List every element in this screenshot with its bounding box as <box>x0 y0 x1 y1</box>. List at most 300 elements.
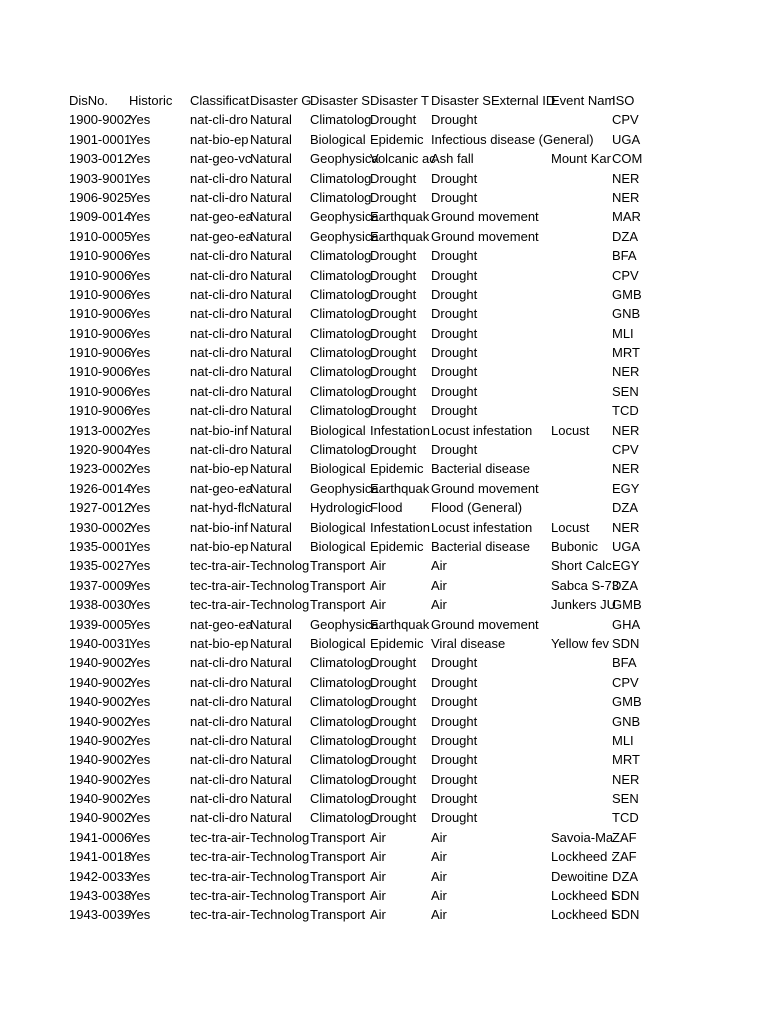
table-cell[interactable] <box>551 789 611 808</box>
table-cell[interactable]: nat-cli-dro <box>190 383 248 399</box>
table-cell[interactable]: Climatolog <box>310 791 372 807</box>
table-cell[interactable] <box>491 459 551 478</box>
table-cell[interactable]: Earthquak <box>370 616 430 632</box>
table-cell[interactable]: Natural <box>250 732 292 748</box>
table-cell[interactable]: MRT <box>612 345 640 361</box>
table-cell[interactable]: Technolog <box>250 888 310 904</box>
table-cell[interactable]: Drought <box>431 674 478 690</box>
table-cell[interactable]: nat-cli-dro <box>190 170 248 186</box>
table-cell[interactable]: Yes <box>129 849 151 865</box>
table-cell[interactable]: Transport <box>310 577 366 593</box>
table-cell[interactable]: Dewoitine <box>551 868 609 884</box>
table-cell[interactable] <box>551 401 611 420</box>
table-cell[interactable] <box>491 207 551 226</box>
table-cell[interactable]: Yes <box>129 325 151 341</box>
header-cell[interactable]: Disaster T <box>370 93 429 108</box>
table-cell[interactable]: Natural <box>250 713 292 729</box>
table-cell[interactable] <box>551 750 611 769</box>
table-cell[interactable] <box>551 692 611 711</box>
table-cell[interactable]: Drought <box>431 170 478 186</box>
table-cell[interactable]: Climatolog <box>310 345 372 361</box>
table-cell[interactable] <box>551 285 611 304</box>
table-cell[interactable]: CPV <box>612 267 639 283</box>
table-cell[interactable]: Air <box>370 888 386 904</box>
table-cell[interactable]: Climatolog <box>310 248 372 264</box>
table-cell[interactable]: Drought <box>370 752 417 768</box>
table-cell[interactable] <box>491 692 551 711</box>
table-cell[interactable]: Yes <box>129 170 151 186</box>
table-cell[interactable]: Drought <box>370 306 417 322</box>
table-cell[interactable]: Natural <box>250 286 292 302</box>
table-cell[interactable]: EGY <box>612 480 640 496</box>
table-cell[interactable]: Technolog <box>250 907 310 923</box>
table-cell[interactable]: SDN <box>612 635 640 651</box>
table-cell[interactable]: GMB <box>612 286 642 302</box>
header-cell[interactable]: Classificat <box>190 93 250 108</box>
table-cell[interactable]: Climatolog <box>310 170 372 186</box>
table-cell[interactable]: Biological <box>310 538 366 554</box>
table-cell[interactable]: Yes <box>129 791 151 807</box>
table-cell[interactable]: Natural <box>250 694 292 710</box>
table-cell[interactable]: Yes <box>129 189 151 205</box>
table-cell[interactable]: Drought <box>431 306 478 322</box>
table-cell[interactable] <box>491 227 551 246</box>
table-cell[interactable]: Geophysica <box>310 228 379 244</box>
table-cell[interactable]: Natural <box>250 771 292 787</box>
table-cell[interactable]: Climatolog <box>310 306 372 322</box>
table-cell[interactable]: Yes <box>129 810 151 826</box>
table-cell[interactable]: Yes <box>129 422 151 438</box>
table-cell[interactable]: Yes <box>129 461 151 477</box>
table-cell[interactable]: Yes <box>129 694 151 710</box>
table-cell[interactable]: Yes <box>129 674 151 690</box>
table-cell[interactable]: Drought <box>431 771 478 787</box>
table-cell[interactable]: Flood (General) <box>431 500 523 516</box>
table-cell[interactable]: Climatolog <box>310 403 372 419</box>
table-cell[interactable] <box>491 595 551 614</box>
table-cell[interactable]: MRT <box>612 752 640 768</box>
table-cell[interactable]: SDN <box>612 907 640 923</box>
table-cell[interactable]: Drought <box>370 248 417 264</box>
table-cell[interactable]: Drought <box>370 810 417 826</box>
table-cell[interactable]: Climatolog <box>310 713 372 729</box>
table-cell[interactable]: tec-tra-air- <box>190 868 250 884</box>
table-cell[interactable] <box>491 808 551 827</box>
table-cell[interactable]: Drought <box>431 189 478 205</box>
table-cell[interactable]: Yes <box>129 267 151 283</box>
table-cell[interactable]: Drought <box>431 732 478 748</box>
table-cell[interactable]: nat-cli-dro <box>190 364 248 380</box>
table-cell[interactable]: Yes <box>129 752 151 768</box>
table-cell[interactable]: 1939-0005 <box>69 616 132 632</box>
table-cell[interactable] <box>551 808 611 827</box>
table-cell[interactable] <box>551 731 611 750</box>
table-cell[interactable]: Natural <box>250 345 292 361</box>
table-cell[interactable]: Drought <box>431 383 478 399</box>
table-cell[interactable]: Natural <box>250 209 292 225</box>
table-cell[interactable] <box>491 149 551 168</box>
table-cell[interactable]: 1927-0012 <box>69 500 132 516</box>
table-cell[interactable]: EGY <box>612 558 640 574</box>
table-cell[interactable] <box>491 518 551 537</box>
table-cell[interactable]: Yes <box>129 383 151 399</box>
table-cell[interactable]: nat-cli-dro <box>190 810 248 826</box>
table-cell[interactable]: 1910-9006 <box>69 364 132 380</box>
table-cell[interactable]: GMB <box>612 694 642 710</box>
table-cell[interactable]: Drought <box>431 752 478 768</box>
table-cell[interactable]: nat-geo-vc <box>190 151 252 167</box>
table-cell[interactable]: Natural <box>250 151 292 167</box>
table-cell[interactable]: MAR <box>612 209 641 225</box>
table-cell[interactable]: Drought <box>370 325 417 341</box>
table-cell[interactable]: 1940-0031 <box>69 635 132 651</box>
table-cell[interactable]: ZAF <box>612 829 637 845</box>
table-cell[interactable]: TCD <box>612 403 639 419</box>
table-cell[interactable]: 1935-0001 <box>69 538 132 554</box>
table-cell[interactable]: Biological <box>310 519 366 535</box>
table-cell[interactable]: Yes <box>129 131 151 147</box>
table-cell[interactable] <box>551 770 611 789</box>
table-cell[interactable] <box>491 382 551 401</box>
table-cell[interactable] <box>551 266 611 285</box>
table-cell[interactable]: Ash fall <box>431 151 474 167</box>
table-cell[interactable]: Air <box>431 558 447 574</box>
table-cell[interactable]: Natural <box>250 383 292 399</box>
table-cell[interactable]: Bacterial disease <box>431 538 530 554</box>
table-cell[interactable]: BFA <box>612 655 637 671</box>
table-cell[interactable]: Climatolog <box>310 810 372 826</box>
table-cell[interactable]: Climatolog <box>310 286 372 302</box>
table-cell[interactable]: NER <box>612 519 640 535</box>
table-cell[interactable]: 1940-9002 <box>69 791 132 807</box>
table-cell[interactable]: Natural <box>250 791 292 807</box>
table-cell[interactable] <box>491 421 551 440</box>
table-cell[interactable] <box>491 169 551 188</box>
table-cell[interactable]: Yes <box>129 442 151 458</box>
table-cell[interactable]: NER <box>612 170 640 186</box>
table-cell[interactable]: Natural <box>250 325 292 341</box>
table-cell[interactable]: DZA <box>612 228 638 244</box>
table-cell[interactable]: Transport <box>310 829 366 845</box>
table-cell[interactable]: nat-cli-dro <box>190 306 248 322</box>
table-cell[interactable] <box>491 401 551 420</box>
table-cell[interactable] <box>551 479 611 498</box>
table-cell[interactable] <box>491 498 551 517</box>
table-cell[interactable]: Natural <box>250 131 292 147</box>
table-cell[interactable]: nat-cli-dro <box>190 345 248 361</box>
table-cell[interactable] <box>491 634 551 653</box>
table-cell[interactable]: Natural <box>250 500 292 516</box>
table-cell[interactable]: Air <box>370 849 386 865</box>
table-cell[interactable]: Natural <box>250 170 292 186</box>
table-cell[interactable]: NER <box>612 364 640 380</box>
table-cell[interactable] <box>491 653 551 672</box>
table-cell[interactable] <box>491 343 551 362</box>
table-cell[interactable]: nat-cli-dro <box>190 403 248 419</box>
table-cell[interactable]: Transport <box>310 849 366 865</box>
table-cell[interactable]: Natural <box>250 635 292 651</box>
table-cell[interactable]: nat-cli-dro <box>190 248 248 264</box>
table-cell[interactable]: nat-cli-dro <box>190 791 248 807</box>
table-cell[interactable]: MLI <box>612 732 634 748</box>
table-cell[interactable]: Yes <box>129 616 151 632</box>
table-cell[interactable] <box>491 905 551 924</box>
table-cell[interactable]: 1920-9004 <box>69 442 132 458</box>
table-cell[interactable]: Locust <box>551 422 590 438</box>
table-cell[interactable]: 1940-9002 <box>69 713 132 729</box>
table-cell[interactable]: Epidemic <box>370 131 424 147</box>
table-cell[interactable]: Climatolog <box>310 442 372 458</box>
table-cell[interactable]: Transport <box>310 907 366 923</box>
table-cell[interactable]: Air <box>370 577 386 593</box>
table-cell[interactable] <box>491 576 551 595</box>
table-cell[interactable]: 1910-9006 <box>69 325 132 341</box>
table-cell[interactable]: Natural <box>250 112 292 128</box>
table-cell[interactable]: Technolog <box>250 558 310 574</box>
table-cell[interactable]: Yes <box>129 364 151 380</box>
table-cell[interactable]: Mount Kar <box>551 151 611 167</box>
table-cell[interactable]: Climatolog <box>310 732 372 748</box>
table-cell[interactable]: Yes <box>129 538 151 554</box>
table-cell[interactable]: tec-tra-air- <box>190 577 250 593</box>
table-cell[interactable]: 1926-0014 <box>69 480 132 496</box>
table-cell[interactable]: 1940-9002 <box>69 674 132 690</box>
table-cell[interactable]: 1906-9025 <box>69 189 132 205</box>
table-cell[interactable]: Biological <box>310 635 366 651</box>
table-cell[interactable]: Drought <box>431 325 478 341</box>
table-cell[interactable]: Natural <box>250 442 292 458</box>
table-cell[interactable]: Ground movement <box>431 209 539 225</box>
table-cell[interactable]: Air <box>370 829 386 845</box>
table-cell[interactable] <box>491 615 551 634</box>
table-cell[interactable]: Earthquak <box>370 209 430 225</box>
table-cell[interactable]: Locust infestation <box>431 422 533 438</box>
table-cell[interactable]: Natural <box>250 403 292 419</box>
table-cell[interactable]: Climatolog <box>310 694 372 710</box>
table-cell[interactable]: Yes <box>129 558 151 574</box>
table-cell[interactable]: 1940-9002 <box>69 655 132 671</box>
table-cell[interactable]: Viral disease <box>431 635 506 651</box>
table-cell[interactable]: 1940-9002 <box>69 771 132 787</box>
table-cell[interactable]: Technolog <box>250 597 310 613</box>
table-cell[interactable]: Climatolog <box>310 325 372 341</box>
table-cell[interactable]: COM <box>612 151 643 167</box>
table-cell[interactable] <box>551 440 611 459</box>
table-cell[interactable]: 1940-9002 <box>69 732 132 748</box>
table-cell[interactable]: 1910-9006 <box>69 286 132 302</box>
table-cell[interactable]: Drought <box>431 112 478 128</box>
table-cell[interactable]: 1913-0002 <box>69 422 132 438</box>
table-cell[interactable]: Bubonic <box>551 538 598 554</box>
table-cell[interactable]: 1943-0038 <box>69 888 132 904</box>
table-cell[interactable]: nat-geo-ea <box>190 616 253 632</box>
table-cell[interactable]: Infestation <box>370 519 430 535</box>
table-cell[interactable] <box>491 285 551 304</box>
table-cell[interactable]: Drought <box>431 403 478 419</box>
table-cell[interactable] <box>551 130 611 149</box>
table-cell[interactable]: Climatolog <box>310 771 372 787</box>
table-cell[interactable]: Drought <box>370 791 417 807</box>
table-cell[interactable]: Volcanic ac <box>370 151 436 167</box>
table-cell[interactable]: TCD <box>612 810 639 826</box>
table-cell[interactable]: Climatolog <box>310 189 372 205</box>
table-cell[interactable] <box>551 459 611 478</box>
table-cell[interactable]: Geophysica <box>310 151 379 167</box>
table-cell[interactable]: Drought <box>370 442 417 458</box>
table-cell[interactable]: Ground movement <box>431 228 539 244</box>
table-cell[interactable]: Biological <box>310 131 366 147</box>
table-cell[interactable]: nat-bio-ep <box>190 635 249 651</box>
table-cell[interactable]: 1942-0033 <box>69 868 132 884</box>
table-cell[interactable]: tec-tra-air- <box>190 888 250 904</box>
table-cell[interactable]: ZAF <box>612 849 637 865</box>
table-cell[interactable]: Technolog <box>250 849 310 865</box>
table-cell[interactable]: Yes <box>129 597 151 613</box>
table-cell[interactable]: Yes <box>129 286 151 302</box>
header-cell[interactable]: Event Nam <box>551 93 616 108</box>
table-cell[interactable]: SEN <box>612 791 639 807</box>
table-cell[interactable]: Natural <box>250 752 292 768</box>
table-cell[interactable]: Yes <box>129 635 151 651</box>
table-cell[interactable] <box>551 498 611 517</box>
table-cell[interactable]: Transport <box>310 888 366 904</box>
table-cell[interactable]: Biological <box>310 461 366 477</box>
table-cell[interactable]: nat-bio-ep <box>190 131 249 147</box>
table-cell[interactable]: Locust <box>551 519 590 535</box>
table-cell[interactable]: nat-cli-dro <box>190 713 248 729</box>
table-cell[interactable]: Air <box>370 907 386 923</box>
table-cell[interactable] <box>551 246 611 265</box>
table-cell[interactable]: Air <box>431 829 447 845</box>
table-cell[interactable]: 1910-9006 <box>69 345 132 361</box>
table-cell[interactable] <box>551 324 611 343</box>
table-cell[interactable] <box>491 673 551 692</box>
header-cell[interactable]: DisNo. <box>69 93 109 108</box>
table-cell[interactable]: Climatolog <box>310 383 372 399</box>
table-cell[interactable] <box>491 556 551 575</box>
header-cell[interactable]: Disaster S <box>431 93 491 108</box>
table-cell[interactable]: Climatolog <box>310 752 372 768</box>
table-cell[interactable]: CPV <box>612 442 639 458</box>
table-cell[interactable] <box>491 537 551 556</box>
table-cell[interactable]: nat-cli-dro <box>190 732 248 748</box>
header-cell[interactable]: Historic <box>129 93 173 108</box>
table-cell[interactable] <box>491 847 551 866</box>
table-cell[interactable]: Drought <box>431 286 478 302</box>
table-cell[interactable]: nat-geo-ea <box>190 480 253 496</box>
table-cell[interactable] <box>551 382 611 401</box>
table-cell[interactable]: Yes <box>129 713 151 729</box>
table-cell[interactable]: 1909-0014 <box>69 209 132 225</box>
table-cell[interactable] <box>491 130 551 149</box>
table-cell[interactable] <box>491 440 551 459</box>
table-cell[interactable]: MLI <box>612 325 634 341</box>
table-cell[interactable]: nat-cli-dro <box>190 112 248 128</box>
table-cell[interactable]: Infectious disease (General) <box>431 131 594 147</box>
table-cell[interactable] <box>551 207 611 226</box>
table-cell[interactable]: Yes <box>129 209 151 225</box>
table-cell[interactable]: Locust infestation <box>431 519 533 535</box>
table-cell[interactable]: Yes <box>129 248 151 264</box>
table-cell[interactable]: Natural <box>250 810 292 826</box>
table-cell[interactable]: tec-tra-air- <box>190 849 250 865</box>
table-cell[interactable] <box>551 653 611 672</box>
table-cell[interactable] <box>551 362 611 381</box>
table-cell[interactable] <box>551 304 611 323</box>
table-cell[interactable]: 1910-9006 <box>69 248 132 264</box>
table-cell[interactable]: Drought <box>431 267 478 283</box>
table-cell[interactable]: nat-bio-ep <box>190 538 249 554</box>
table-cell[interactable]: Drought <box>370 364 417 380</box>
table-cell[interactable]: Yes <box>129 519 151 535</box>
table-cell[interactable]: nat-bio-ep <box>190 461 249 477</box>
table-cell[interactable]: Biological <box>310 422 366 438</box>
table-cell[interactable]: Infestation <box>370 422 430 438</box>
table-cell[interactable]: 1943-0039 <box>69 907 132 923</box>
table-cell[interactable]: Yes <box>129 907 151 923</box>
table-cell[interactable]: Ground movement <box>431 616 539 632</box>
table-cell[interactable]: nat-cli-dro <box>190 771 248 787</box>
table-cell[interactable]: NER <box>612 771 640 787</box>
table-cell[interactable]: Drought <box>431 364 478 380</box>
table-cell[interactable]: Natural <box>250 616 292 632</box>
table-cell[interactable]: Yes <box>129 888 151 904</box>
table-cell[interactable]: Yes <box>129 306 151 322</box>
table-cell[interactable]: Yes <box>129 655 151 671</box>
table-cell[interactable]: 1910-0005 <box>69 228 132 244</box>
table-cell[interactable]: Drought <box>370 112 417 128</box>
table-cell[interactable]: 1940-9002 <box>69 694 132 710</box>
table-cell[interactable]: Technolog <box>250 868 310 884</box>
table-cell[interactable]: GNB <box>612 713 641 729</box>
table-cell[interactable]: nat-cli-dro <box>190 655 248 671</box>
table-cell[interactable] <box>491 188 551 207</box>
table-cell[interactable]: Technolog <box>250 577 310 593</box>
table-cell[interactable]: Sabca S-73 <box>551 577 619 593</box>
table-cell[interactable]: DZA <box>612 577 638 593</box>
table-cell[interactable]: Drought <box>431 345 478 361</box>
table-cell[interactable]: Short Calc <box>551 558 612 574</box>
table-cell[interactable]: Air <box>431 849 447 865</box>
table-cell[interactable]: nat-cli-dro <box>190 442 248 458</box>
table-cell[interactable]: 1937-0009 <box>69 577 132 593</box>
table-cell[interactable]: Air <box>431 907 447 923</box>
table-cell[interactable]: Natural <box>250 306 292 322</box>
table-cell[interactable]: Air <box>431 577 447 593</box>
table-cell[interactable] <box>491 712 551 731</box>
table-cell[interactable]: nat-cli-dro <box>190 325 248 341</box>
table-cell[interactable]: Transport <box>310 597 366 613</box>
header-cell[interactable]: ISO <box>612 93 635 108</box>
header-cell[interactable]: External ID <box>491 93 556 108</box>
table-cell[interactable]: UGA <box>612 538 641 554</box>
table-cell[interactable]: Natural <box>250 248 292 264</box>
table-cell[interactable]: Yes <box>129 829 151 845</box>
table-cell[interactable]: Drought <box>370 170 417 186</box>
table-cell[interactable]: nat-cli-dro <box>190 674 248 690</box>
table-cell[interactable]: Technolog <box>250 829 310 845</box>
header-cell[interactable]: Disaster G <box>250 93 312 108</box>
table-cell[interactable] <box>491 304 551 323</box>
table-cell[interactable]: Climatolog <box>310 267 372 283</box>
table-cell[interactable]: Geophysica <box>310 616 379 632</box>
table-cell[interactable]: Drought <box>431 810 478 826</box>
table-cell[interactable]: Lockheed L <box>551 907 619 923</box>
table-cell[interactable]: Natural <box>250 267 292 283</box>
table-cell[interactable]: 1940-9002 <box>69 810 132 826</box>
table-cell[interactable]: Climatolog <box>310 674 372 690</box>
table-cell[interactable]: Bacterial disease <box>431 461 530 477</box>
